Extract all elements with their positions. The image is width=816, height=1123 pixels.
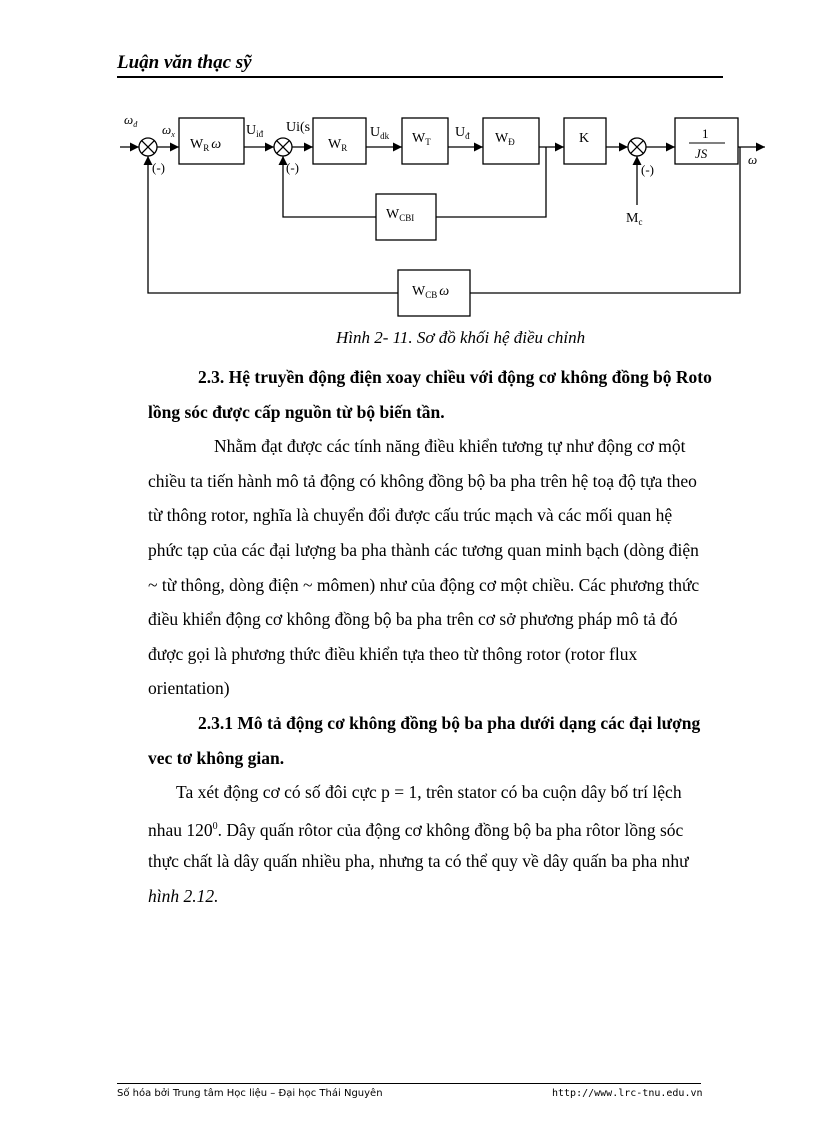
para1-line: Nhằm đạt được các tính năng điều khiển tương tự như động cơ một [214,436,686,457]
svg-text:K: K [579,131,590,146]
svg-text:JS: JS [695,146,708,161]
section-2-3-1-heading: 2.3.1 Mô tả động cơ không đồng bộ ba pha dưới dạng các đại lượng [198,712,701,733]
svg-text:WRω: $W_R$ ω [190,137,222,153]
footer-rule [117,1083,701,1084]
figure-caption: Hình 2- 11. Sơ đồ khối hệ điều chỉnh [336,328,586,347]
svg-text:WT: $W_T$ [412,131,431,147]
footer-source: Số hóa bởi Trung tâm Học liệu – Đại học Thái Nguyên [117,1088,383,1099]
svg-text:Uđ: $U_đ$ [455,125,470,141]
para1-line: từ thông rotor, nghĩa là chuyển đổi được cấu trúc mạch và các mối quan hệ [148,505,673,526]
para1-line: phức tạp của các đại lượng ba pha thành các tương quan minh bạch (dòng điện [148,539,699,560]
para1-line: chiều ta tiến hành mô tả động có không đồng bộ ba pha trên hệ toạ độ tựa theo [148,470,697,491]
svg-text:1: 1 [702,126,709,141]
block-diagram [0,100,816,328]
svg-text:Ui(s: Ui(s [286,120,311,135]
para2-line: Ta xét động cơ có số đôi cực p = 1, trên stator có ba cuộn dây bố trí lệch [176,782,682,803]
svg-text:ωx: $\omega_x$ [162,122,175,139]
para1-line: ~ từ thông, dòng điện ~ mômen) như của động cơ một chiều. Các phương thức [148,574,700,595]
summing-junction-3 [628,138,646,156]
svg-text:WCBω: $W_{CB}$ ω [412,284,450,300]
svg-text:ω: ω [748,152,758,167]
para1-line: điều khiển động cơ không đồng bộ ba pha trên cơ sở phương pháp mô tả đó [148,609,678,630]
figure-reference: hình 2.12. [148,885,219,906]
svg-text:Udk: $U_{dk}$ [370,125,390,141]
header-rule [117,76,723,78]
section-2-3-heading-cont: lồng sóc được cấp nguồn từ bộ biến tần. [148,401,445,422]
svg-text:WR: $W_R$ [328,137,348,153]
summing-junction-1 [139,138,157,156]
svg-text:Uiđ: $U_{iđ}$ [246,123,264,139]
svg-text:Mc: $M_c$ [626,211,643,227]
para2-line: thực chất là dây quấn nhiều pha, nhưng ta có thể quy về dây quấn ba pha như [148,851,689,872]
section-2-3-heading: 2.3. Hệ truyền động điện xoay chiều với động cơ không đồng bộ Roto [198,367,712,387]
svg-text:WĐ: $W_Đ$ [495,131,515,147]
para1-line: được gọi là phương thức điều khiển tựa theo từ thông rotor (rotor flux [148,643,638,664]
footer-url: http://www.lrc-tnu.edu.vn [552,1088,703,1099]
svg-text:(-): (-) [152,160,165,175]
svg-text:(-): (-) [286,160,299,175]
section-2-3-1-heading-cont: vec tơ không gian. [148,747,285,768]
svg-text:ωđ: $\omega_đ$ [124,112,138,129]
svg-text:(-): (-) [641,162,654,177]
body-text [148,360,748,914]
svg-text:WCBI: $W_{CBI}$ [386,207,415,223]
header-title: Luận văn thạc sỹ [117,52,252,73]
para1-line: orientation) [148,678,230,699]
summing-junction-2 [274,138,292,156]
para2-line: nhau $120^0$. Dây quấn rôtor của động cơ không đồng bộ ba pha rôtor lồng sóc [148,819,684,840]
